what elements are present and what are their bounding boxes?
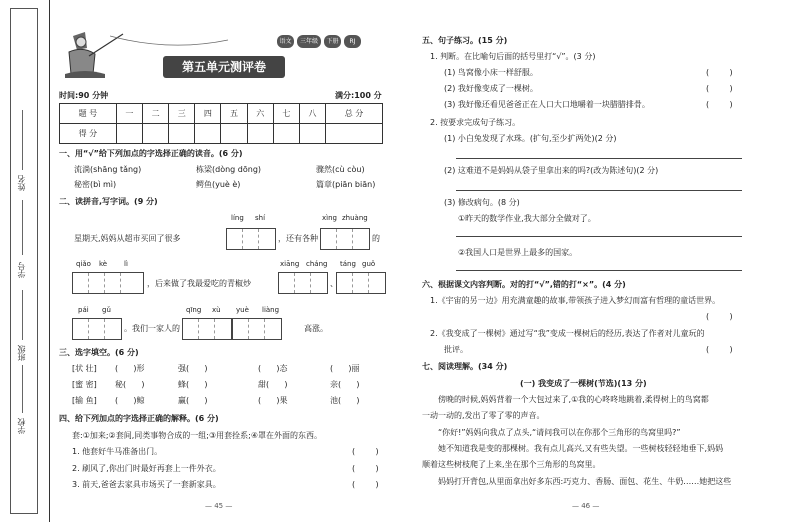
answer-line[interactable] <box>456 190 742 191</box>
writing-grid[interactable] <box>72 272 144 294</box>
score-cell: 总 分 <box>326 104 383 124</box>
pinyin: lì <box>124 260 128 268</box>
pinyin: líng <box>231 214 244 222</box>
page-title: 第五单元测评卷 <box>163 56 285 78</box>
q2-text: ，还有各种 <box>278 234 318 243</box>
grade-badge: 三年级 <box>297 35 321 48</box>
name-line <box>22 110 23 170</box>
writing-grid[interactable] <box>278 272 328 294</box>
pinyin: xù <box>212 306 221 314</box>
page-number-right: — 46 — <box>572 502 600 510</box>
time-label: 时间:90 分钟 <box>59 91 109 100</box>
answer-paren[interactable]: ( ) <box>352 480 379 489</box>
q3-cell[interactable]: ( )果 <box>258 396 288 405</box>
pinyin: xiāng <box>280 260 300 268</box>
q3-cell[interactable]: 甜( ) <box>258 380 288 389</box>
q5-sub2: 2. 按要求完成句子练习。 <box>430 118 521 127</box>
score-value-row <box>60 124 383 144</box>
q5-item: (1) 鸟窝像小床一样舒服。 <box>444 68 538 77</box>
q5-item: (1) 小白兔发现了水珠。(扩句,至少扩两处)(2 分) <box>444 134 617 143</box>
q1-title: 一、用“√”给下列加点的字选择正确的读音。(6 分) <box>59 149 243 158</box>
q5-sub3: (3) 修改病句。(8 分) <box>444 198 520 207</box>
writing-grid[interactable] <box>232 318 282 340</box>
q2-text: ，后来做了我最爱吃的青椒炒 <box>147 279 251 288</box>
answer-line[interactable] <box>456 236 742 237</box>
passage-line: “你好!”妈妈向我点了点头,“请问我可以在你那个三角形的鸟窝里吗?” <box>438 428 681 437</box>
pinyin: qiǎo <box>76 260 91 268</box>
pinyin: xìng <box>322 214 337 222</box>
score-cell: 六 <box>247 104 273 124</box>
q3-group: [蜜 密] <box>72 380 97 389</box>
q3-group: [输 鱼] <box>72 396 97 405</box>
pinyin: táng <box>340 260 356 268</box>
q6-item: 2.《我变成了一棵树》通过写“我”变成一棵树后的经历,表达了作者对儿童玩的 <box>430 329 705 338</box>
q5-title: 五、句子练习。(15 分) <box>422 36 508 45</box>
binding-strip <box>0 0 50 522</box>
q3-cell[interactable]: ( )形 <box>115 364 145 373</box>
q1-item[interactable]: 流淌(shāng tǎng) <box>74 165 142 174</box>
passage-line: 一动一动的,发出了零了零的声音。 <box>422 411 545 420</box>
q4-title: 四、给下列加点的字选择正确的解释。(6 分) <box>59 414 219 423</box>
score-cell: 四 <box>195 104 221 124</box>
name-label: 姓名 <box>17 175 26 191</box>
q3-cell[interactable]: 赢( ) <box>178 396 208 405</box>
q2-title: 二、读拼音,写字词。(9 分) <box>59 197 158 206</box>
volume-badge: 下册 <box>324 35 341 48</box>
q3-cell[interactable]: 池( ) <box>330 396 360 405</box>
full-marks-label: 满分:100 分 <box>335 91 382 100</box>
q4-item: 1. 他套好牛马准备出门。 <box>72 447 163 456</box>
q5-item: ①昨天的数学作业,我大部分全做对了。 <box>458 214 596 223</box>
q3-group: [状 壮] <box>72 364 97 373</box>
q7-subtitle: (一) 我变成了一棵树(节选)(13 分) <box>520 379 647 388</box>
pinyin: guǒ <box>362 260 376 268</box>
answer-paren[interactable]: ( ) <box>706 84 733 93</box>
pinyin: qīng <box>186 306 202 314</box>
writing-grid[interactable] <box>72 318 122 340</box>
answer-paren[interactable]: ( ) <box>352 464 379 473</box>
q5-item: ②我国人口是世界上最多的国家。 <box>458 248 578 257</box>
passage-line: 她不知道我是变的那棵树。我有点儿高兴,又有些失望。一些树枝轻轻地垂下,妈妈 <box>438 444 724 453</box>
q2-text: 、 <box>330 279 338 288</box>
pinyin: gǔ <box>102 306 111 314</box>
q6-title: 六、根据课文内容判断。对的打“√”,错的打“×”。(4 分) <box>422 280 626 289</box>
q1-item[interactable]: 鳄鱼(yuè è) <box>196 180 241 189</box>
pinyin: cháng <box>306 260 328 268</box>
q2-text: 。我们一家人的 <box>124 324 180 333</box>
score-cell: 七 <box>273 104 299 124</box>
q5-item: (2) 这难道不是妈妈从袋子里拿出来的吗?(改为陈述句)(2 分) <box>444 166 659 175</box>
pinyin: kè <box>99 260 108 268</box>
pinyin: liàng <box>262 306 280 314</box>
q6-item: 批评。 <box>444 345 468 354</box>
score-blank[interactable] <box>116 124 142 144</box>
q3-cell[interactable]: ( )态 <box>258 364 288 373</box>
answer-paren[interactable]: ( ) <box>706 312 733 321</box>
q3-cell[interactable]: 蜂( ) <box>178 380 208 389</box>
id-line <box>22 200 23 255</box>
pinyin: zhuàng <box>342 214 368 222</box>
q4-options: 套:①加来;②套间,同类事物合成的一组;③用套拴系;④罩在外面的东西。 <box>72 431 323 440</box>
q4-item: 2. 刷风了,你出门时最好再套上一件外衣。 <box>72 464 221 473</box>
q5-item: (2) 我好像变成了一棵树。 <box>444 84 538 93</box>
pinyin: yuè <box>236 306 249 314</box>
q3-title: 三、选字填空。(6 分) <box>59 348 139 357</box>
passage-line: 傍晚的时候,妈妈背着一个大包过来了,①我的心咚咚地跳着,柔得树上的鸟窝都 <box>438 395 709 404</box>
score-cell: 题 号 <box>60 104 117 124</box>
class-line <box>22 290 23 340</box>
score-blank[interactable] <box>221 124 247 144</box>
binding-frame <box>10 8 38 514</box>
class-label: 班级 <box>17 345 26 361</box>
pinyin: shí <box>255 214 266 222</box>
score-blank[interactable] <box>142 124 168 144</box>
q3-cell[interactable]: 秘( ) <box>115 380 145 389</box>
score-blank[interactable] <box>195 124 221 144</box>
score-cell: 二 <box>142 104 168 124</box>
score-cell: 三 <box>169 104 195 124</box>
answer-line[interactable] <box>456 158 742 159</box>
edition-badge: RJ <box>344 35 361 48</box>
score-blank[interactable] <box>169 124 195 144</box>
writing-grid[interactable] <box>336 272 386 294</box>
q1-item[interactable]: 秘密(bì mì) <box>74 180 117 189</box>
q7-title: 七、阅读理解。(34 分) <box>422 362 508 371</box>
score-blank[interactable] <box>247 124 273 144</box>
score-cell: 五 <box>221 104 247 124</box>
score-blank[interactable] <box>273 124 299 144</box>
q1-item[interactable]: 篇章(piān biān) <box>316 180 376 189</box>
q5-sub1: 1. 判断。在比喻句后面的括号里打“√”。(3 分) <box>430 52 596 61</box>
writing-grid[interactable] <box>182 318 232 340</box>
q4-item: 3. 前天,爸爸去家具市场买了一套新家具。 <box>72 480 221 489</box>
passage-line: 顺着这些树枝爬了上来,坐在那个三角形的鸟窝里。 <box>422 460 601 469</box>
answer-paren[interactable]: ( ) <box>706 100 733 109</box>
answer-paren[interactable]: ( ) <box>706 68 733 77</box>
school-line <box>22 365 23 413</box>
score-table <box>59 103 383 144</box>
q2-text: 星期天,妈妈从超市买回了很多 <box>74 234 181 243</box>
answer-line[interactable] <box>456 270 742 271</box>
score-cell: 一 <box>116 104 142 124</box>
id-label: 学号 <box>17 262 26 278</box>
q1-item[interactable]: 骤然(cù còu) <box>316 165 365 174</box>
writing-grid[interactable] <box>320 228 370 250</box>
pinyin: pái <box>78 306 89 314</box>
school-label: 学校 <box>17 418 26 434</box>
passage-line: 妈妈打开背包,从里面拿出好多东西:巧克力、香肠、面包、花生、牛奶……她把这些 <box>438 477 732 486</box>
q3-cell[interactable]: 亲( ) <box>330 380 360 389</box>
q6-item: 1.《宇宙的另一边》用充满童趣的故事,带领孩子进入梦幻而富有哲理的童话世界。 <box>430 296 721 305</box>
score-row-label: 得 分 <box>60 124 117 144</box>
q2-text: 的 <box>372 234 380 243</box>
writing-grid[interactable] <box>226 228 276 250</box>
score-blank[interactable] <box>326 124 383 144</box>
score-header-row <box>60 104 383 124</box>
subject-badge: 语文 <box>277 35 294 48</box>
score-cell: 八 <box>299 104 325 124</box>
q3-cell[interactable]: 强( ) <box>178 364 208 373</box>
answer-paren[interactable]: ( ) <box>352 447 379 456</box>
answer-paren[interactable]: ( ) <box>706 345 733 354</box>
score-blank[interactable] <box>299 124 325 144</box>
q2-text: 高涨。 <box>304 324 328 333</box>
q5-item: (3) 我好像还看见爸爸正在人口大口地嚼着一块腊腊排骨。 <box>444 100 650 109</box>
q3-cell[interactable]: ( )丽 <box>330 364 360 373</box>
page-number-left: — 45 — <box>205 502 233 510</box>
q3-cell[interactable]: ( )鲸 <box>115 396 145 405</box>
q1-item[interactable]: 栋梁(dòng dōng) <box>196 165 262 174</box>
